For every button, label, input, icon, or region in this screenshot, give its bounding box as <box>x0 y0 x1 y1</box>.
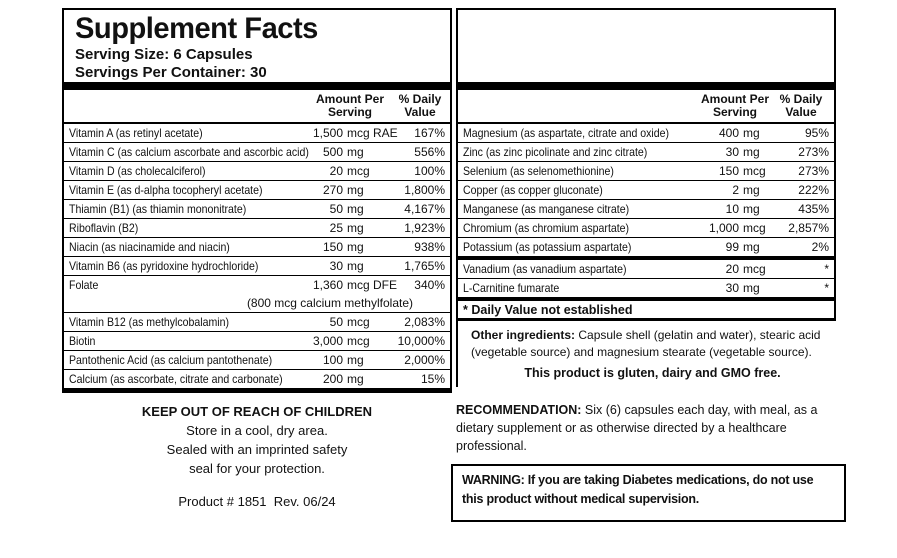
nutrient-amount: 1,000 <box>708 221 739 235</box>
nutrient-row <box>458 124 834 142</box>
nutrient-daily-value: 2,083% <box>404 315 445 329</box>
nutrient-amount: 400 <box>718 126 739 140</box>
storage-line: seal for your protection. <box>189 461 325 476</box>
nutrient-unit: mcg <box>347 315 370 329</box>
nutrient-name: Vanadium (as vanadium aspartate) <box>463 262 627 276</box>
nutrient-row <box>458 218 834 237</box>
nutrient-row <box>64 256 450 275</box>
nutrient-unit: mcg <box>743 164 766 178</box>
nutrient-row <box>458 142 834 161</box>
nutrient-name: Potassium (as potassium aspartate) <box>463 240 632 254</box>
nutrient-unit: mg <box>347 240 364 254</box>
storage-line: Store in a cool, dry area. <box>186 423 328 438</box>
nutrient-row <box>64 350 450 369</box>
right-nutrient-table <box>458 124 834 256</box>
supplement-facts-panel <box>62 8 452 393</box>
amount-per-serving-header: Amount Per Serving <box>315 92 384 119</box>
right-table-header <box>458 90 834 124</box>
nutrient-name: Calcium (as ascorbate, citrate and carbonate) <box>69 372 283 386</box>
amount-per-serving-header: Amount Per Serving <box>700 92 769 119</box>
recommendation-label: RECOMMENDATION: <box>456 403 582 417</box>
nutrient-amount: 500 <box>322 145 343 159</box>
panel-header <box>64 10 450 82</box>
nutrient-row <box>64 237 450 256</box>
nutrient-amount: 10 <box>725 202 739 216</box>
nutrient-name: Copper (as copper gluconate) <box>463 183 603 197</box>
nutrient-subline: (800 mcg calcium methylfolate) <box>246 296 413 310</box>
nutrient-amount: 20 <box>725 262 739 276</box>
other-ingredients-text: Other ingredients: Capsule shell (gelatin and water), stearic acid (vegetable source) and magnesium stearate (vegetable source). <box>471 328 821 359</box>
nutrient-row <box>458 180 834 199</box>
nutrient-amount: 30 <box>329 259 343 273</box>
nutrient-daily-value: 167% <box>414 126 445 140</box>
nutrient-amount: 150 <box>322 240 343 254</box>
nutrient-unit: mg <box>743 145 760 159</box>
nutrient-daily-value: 10,000% <box>397 334 445 348</box>
nutrient-amount: 100 <box>322 353 343 367</box>
percent-daily-value-header: % Daily Value <box>398 92 442 119</box>
nutrient-row <box>458 260 834 278</box>
nutrient-unit: mg <box>743 126 760 140</box>
percent-daily-value-header: % Daily Value <box>779 92 823 119</box>
nutrient-name: Folate <box>69 278 99 292</box>
daily-value-footnote: * Daily Value not established <box>463 303 633 317</box>
thick-divider-bar <box>458 82 834 90</box>
nutrient-daily-value: 100% <box>414 164 445 178</box>
nutrient-row <box>64 275 450 312</box>
keep-out-warning: KEEP OUT OF REACH OF CHILDREN <box>141 404 373 419</box>
nutrient-unit: mg <box>347 183 364 197</box>
minerals-panel <box>456 8 836 321</box>
nutrient-name: Thiamin (B1) (as thiamin mononitrate) <box>69 202 247 216</box>
nutrient-name: Vitamin C (as calcium ascorbate and ascorbic acid) <box>69 145 309 159</box>
nutrient-row <box>64 218 450 237</box>
nutrient-unit: mg <box>743 240 760 254</box>
nutrient-daily-value: 95% <box>804 126 829 140</box>
thick-divider-bar <box>64 82 450 90</box>
nutrient-unit: mg <box>347 202 364 216</box>
storage-line: Sealed with an imprinted safety <box>166 442 348 457</box>
nutrient-amount: 150 <box>718 164 739 178</box>
nutrient-name: Vitamin D (as cholecalciferol) <box>69 164 206 178</box>
nutrient-amount: 30 <box>725 145 739 159</box>
nutrient-row <box>458 278 834 297</box>
nutrient-daily-value: 15% <box>420 372 445 386</box>
nutrient-row <box>64 369 450 388</box>
nutrient-name: Niacin (as niacinamide and niacin) <box>69 240 230 254</box>
nutrient-unit: mcg RAE <box>347 126 398 140</box>
nutrient-row <box>458 237 834 256</box>
nutrient-daily-value: 273% <box>798 145 829 159</box>
nutrient-row <box>64 180 450 199</box>
nutrient-daily-value: 1,765% <box>404 259 445 273</box>
nutrient-unit: mg <box>743 281 760 295</box>
warning-box <box>451 464 846 522</box>
nutrient-unit: mg <box>347 145 364 159</box>
nutrient-daily-value: 4,167% <box>404 202 445 216</box>
storage-instructions <box>62 402 452 511</box>
nutrient-daily-value: 556% <box>414 145 445 159</box>
nutrient-row <box>458 199 834 218</box>
nutrient-name: Biotin <box>69 334 96 348</box>
nutrient-name: L-Carnitine fumarate <box>463 281 560 295</box>
nutrient-name: Manganese (as manganese citrate) <box>463 202 630 216</box>
nutrient-amount: 50 <box>329 315 343 329</box>
warning-text: WARNING: If you are taking Diabetes medications, do not use this product without medical supervision. <box>462 473 814 506</box>
nutrient-daily-value: 435% <box>798 202 829 216</box>
nutrient-unit: mg <box>347 353 364 367</box>
nutrient-unit: mg <box>347 372 364 386</box>
nutrient-amount: 20 <box>329 164 343 178</box>
nutrient-daily-value: 222% <box>798 183 829 197</box>
nutrient-unit: mcg <box>347 334 370 348</box>
nutrient-name: Chromium (as chromium aspartate) <box>463 221 630 235</box>
nutrient-daily-value: 2,000% <box>404 353 445 367</box>
nutrient-row <box>64 161 450 180</box>
nutrient-name: Magnesium (as aspartate, citrate and oxide) <box>463 126 670 140</box>
nutrient-daily-value: 340% <box>414 278 445 292</box>
nutrient-unit: mcg <box>743 221 766 235</box>
nutrient-name: Zinc (as zinc picolinate and zinc citrate) <box>463 145 648 159</box>
nutrient-amount: 1,500 <box>312 126 343 140</box>
left-nutrient-table <box>64 124 450 388</box>
nutrient-row <box>64 142 450 161</box>
servings-per-container: Servings Per Container: 30 <box>75 64 267 81</box>
nutrient-row <box>64 312 450 331</box>
nutrient-unit: mcg DFE <box>347 278 398 292</box>
nutrient-name: Pantothenic Acid (as calcium pantothenate) <box>69 353 273 367</box>
nutrient-name: Vitamin B6 (as pyridoxine hydrochloride) <box>69 259 259 273</box>
nutrient-amount: 50 <box>329 202 343 216</box>
nutrient-unit: mg <box>743 183 760 197</box>
nutrient-name: Riboflavin (B2) <box>69 221 139 235</box>
left-table-header <box>64 90 450 124</box>
nutrient-unit: mg <box>743 202 760 216</box>
nutrient-name: Vitamin B12 (as methylcobalamin) <box>69 315 230 329</box>
nutrient-row <box>64 331 450 350</box>
nutrient-amount: 3,000 <box>312 334 343 348</box>
recommendation-text: RECOMMENDATION: Six (6) capsules each day, with meal, as a dietary supplement or as otherwise directed by a healthcare professional. <box>456 403 818 453</box>
nutrient-amount: 30 <box>725 281 739 295</box>
nutrient-unit: mg <box>347 259 364 273</box>
nutrient-amount: 2 <box>732 183 739 197</box>
serving-size: Serving Size: 6 Capsules <box>75 46 253 63</box>
nutrient-amount: 99 <box>725 240 739 254</box>
nutrient-amount: 25 <box>329 221 343 235</box>
nutrient-amount: 1,360 <box>312 278 343 292</box>
other-ingredients-label: Other ingredients: <box>471 328 576 342</box>
nutrient-daily-value: 1,923% <box>404 221 445 235</box>
nutrient-amount: 200 <box>322 372 343 386</box>
product-number: Product # 1851 Rev. 06/24 <box>178 494 336 509</box>
nutrient-row <box>458 161 834 180</box>
nutrient-unit: mcg <box>347 164 370 178</box>
nutrient-daily-value: 2% <box>811 240 829 254</box>
nutrient-name: Vitamin E (as d-alpha tocopheryl acetate) <box>69 183 263 197</box>
nutrient-daily-value: * <box>824 281 829 295</box>
nutrient-amount: 270 <box>322 183 343 197</box>
page-title: Supplement Facts <box>75 12 318 45</box>
nutrient-daily-value: 273% <box>798 164 829 178</box>
nutrient-row <box>64 124 450 142</box>
nutrient-name: Vitamin A (as retinyl acetate) <box>69 126 203 140</box>
nutrient-daily-value: 2,857% <box>788 221 829 235</box>
nutrient-daily-value: 1,800% <box>404 183 445 197</box>
other-ingredients-section <box>456 321 838 387</box>
nutrient-daily-value: 938% <box>414 240 445 254</box>
nutrient-row <box>64 199 450 218</box>
gluten-free-statement: This product is gluten, dairy and GMO free. <box>524 366 781 380</box>
nutrient-name: Selenium (as selenomethionine) <box>463 164 614 178</box>
no-daily-value-table <box>458 260 834 297</box>
nutrient-daily-value: * <box>824 262 829 276</box>
nutrient-unit: mcg <box>743 262 766 276</box>
nutrient-unit: mg <box>347 221 364 235</box>
